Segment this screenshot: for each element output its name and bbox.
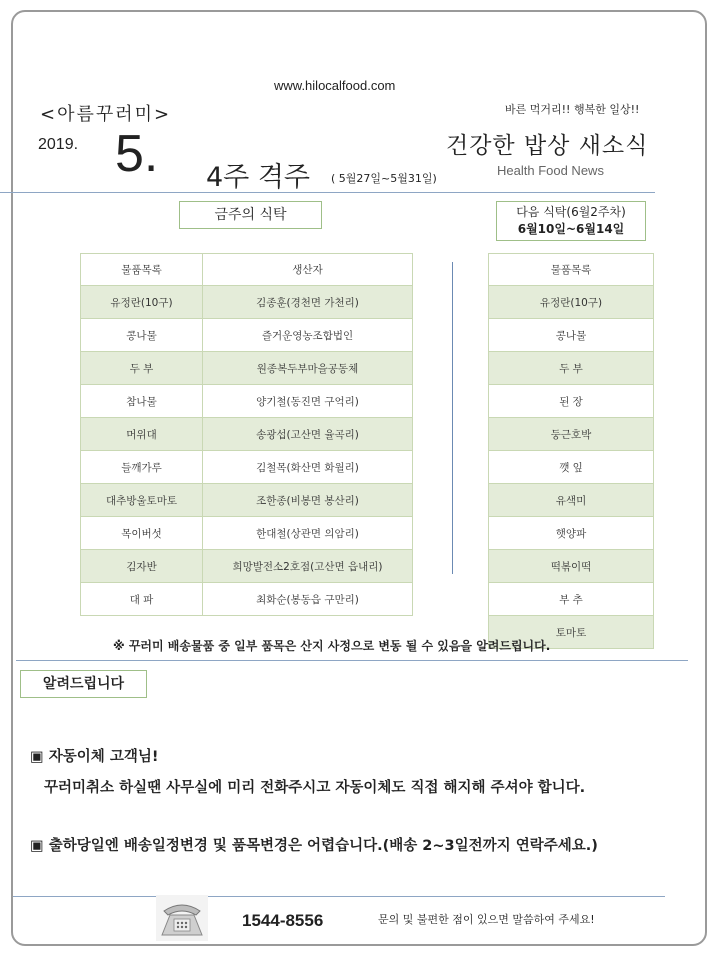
next-week-table (488, 253, 654, 649)
producer-name: 김종훈(경천면 가천리) (203, 286, 413, 319)
header-divider (0, 192, 655, 193)
item-name: 콩나물 (489, 319, 654, 352)
item-name: 두 부 (81, 352, 203, 385)
column-header-items: 물품목록 (489, 254, 654, 286)
website-url[interactable]: www.hilocalfood.com (274, 78, 396, 93)
item-name: 참나물 (81, 385, 203, 418)
issue-year: 2019. (38, 136, 79, 153)
table-header-row (81, 254, 413, 286)
table-row (81, 352, 413, 385)
date-range: ( 5월27일~5월31일) (331, 172, 437, 185)
item-name: 된 장 (489, 385, 654, 418)
table-row (81, 418, 413, 451)
item-name: 둥근호박 (489, 418, 654, 451)
table-row (489, 484, 654, 517)
column-header-items: 물품목록 (81, 254, 203, 286)
column-header-producer: 생산자 (203, 254, 413, 286)
table-row (489, 583, 654, 616)
table-row (81, 385, 413, 418)
this-week-table (80, 253, 413, 616)
item-name: 대추방울토마토 (81, 484, 203, 517)
contact-message: 문의 및 불편한 점이 있으면 말씀하여 주세요! (378, 913, 595, 926)
item-name: 콩나물 (81, 319, 203, 352)
item-name: 유정란(10구) (81, 286, 203, 319)
item-name: 김자반 (81, 550, 203, 583)
producer-name: 양기철(동진면 구억리) (203, 385, 413, 418)
notice-line-3: ▣ 출하당일엔 배송일정변경 및 품목변경은 어렵습니다.(배송 2~3일전까지 연락주세요.) (30, 838, 598, 854)
table-row (81, 583, 413, 616)
notice-line-1: ▣ 자동이체 고객님! (30, 749, 159, 765)
table-row (489, 286, 654, 319)
producer-name: 한대철(상관면 의암리) (203, 517, 413, 550)
producer-name: 희망발전소2호점(고산면 읍내리) (203, 550, 413, 583)
producer-name: 송광섭(고산면 율곡리) (203, 418, 413, 451)
table-row (81, 286, 413, 319)
table-header-row (489, 254, 654, 286)
table-row (489, 550, 654, 583)
slogan: 바른 먹거리!! 행복한 일상!! (505, 103, 640, 116)
producer-name: 최화순(봉동읍 구만리) (203, 583, 413, 616)
issue-month: 5. (115, 125, 159, 183)
table-row (489, 517, 654, 550)
notice-divider (16, 660, 688, 661)
newsletter-title: 건강한 밥상 새소식 (446, 133, 649, 159)
item-name: 두 부 (489, 352, 654, 385)
item-name: 햇양파 (489, 517, 654, 550)
newsletter-subtitle: Health Food News (497, 163, 604, 178)
table-row (489, 418, 654, 451)
notice-label: 알려드립니다 (20, 670, 147, 698)
item-name: 들깨가루 (81, 451, 203, 484)
table-row (81, 484, 413, 517)
item-name: 목이버섯 (81, 517, 203, 550)
item-name: 머위대 (81, 418, 203, 451)
brand-name: <아름꾸러미> (40, 104, 172, 125)
item-name: 깻 잎 (489, 451, 654, 484)
this-week-label: 금주의 식탁 (179, 201, 322, 229)
table-row (81, 517, 413, 550)
table-divider (452, 262, 453, 574)
item-name: 대 파 (81, 583, 203, 616)
table-row (81, 319, 413, 352)
table-row (81, 550, 413, 583)
producer-name: 김철목(화산면 화월리) (203, 451, 413, 484)
producer-name: 즐거운영농조합법인 (203, 319, 413, 352)
producer-name: 조한종(비봉면 봉산리) (203, 484, 413, 517)
next-week-title: 다음 식탁(6월2주차) (516, 205, 626, 219)
item-name: 떡볶이떡 (489, 550, 654, 583)
producer-name: 원종복두부마을공동체 (203, 352, 413, 385)
change-notice: ※ 꾸러미 배송물품 중 일부 품목은 산지 사정으로 변동 될 수 있음을 알려드립니다. (113, 639, 551, 653)
next-week-label (496, 201, 646, 241)
phone-number[interactable]: 1544-8556 (242, 911, 324, 930)
table-row (81, 451, 413, 484)
footer-divider (13, 896, 665, 897)
notice-line-2: 꾸러미취소 하실땐 사무실에 미리 전화주시고 자동이체도 직접 해지해 주셔야 합니다. (44, 780, 586, 796)
item-name: 유색미 (489, 484, 654, 517)
item-name: 유정란(10구) (489, 286, 654, 319)
item-name: 토마토 (489, 616, 654, 649)
week-label: 4주 격주 (206, 162, 311, 193)
table-row (489, 451, 654, 484)
table-row (489, 352, 654, 385)
item-name: 부 추 (489, 583, 654, 616)
table-row (489, 319, 654, 352)
telephone-icon (156, 895, 208, 941)
table-row (489, 385, 654, 418)
next-week-dates: 6월10일~6월14일 (517, 222, 625, 236)
